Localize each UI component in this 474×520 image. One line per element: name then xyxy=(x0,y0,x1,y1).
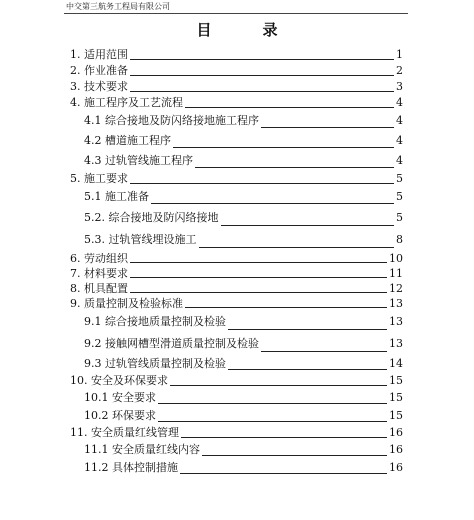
toc-entry-page-number: 12 xyxy=(389,282,403,295)
toc-entry-label: 4.3 过轨管线施工程序 xyxy=(84,151,195,171)
toc-entry[interactable] xyxy=(84,151,403,171)
toc-entry-label: 9. 质量控制及检验标准 xyxy=(70,297,183,310)
toc-entry-page-number: 11 xyxy=(389,267,403,280)
toc-entry-label: 1. 适用范围 xyxy=(70,48,128,61)
toc-entry-page-number: 4 xyxy=(394,131,403,151)
toc-entry-page-number: 5 xyxy=(394,187,403,207)
toc-entry[interactable] xyxy=(84,207,403,229)
toc-entry-label: 4.1 综合接地及防闪络接地施工程序 xyxy=(84,111,261,131)
toc-entry-page-number: 16 xyxy=(387,459,403,477)
toc-entry[interactable] xyxy=(84,229,403,251)
toc-entry-page-number: 2 xyxy=(396,64,403,77)
toc-entry-label: 8. 机具配置 xyxy=(70,282,128,295)
toc-entry-label: 7. 材料要求 xyxy=(70,267,128,280)
toc-entry-page-number: 15 xyxy=(387,407,403,425)
toc-entry-page-number: 8 xyxy=(394,229,403,251)
toc-entry-label: 9.3 过轨管线质量控制及检验 xyxy=(84,355,228,373)
toc-entry[interactable] xyxy=(70,171,403,187)
toc-entry[interactable] xyxy=(70,79,403,95)
toc-entry[interactable] xyxy=(70,425,403,441)
toc-entry-page-number: 5 xyxy=(394,207,403,229)
toc-entry-label: 2. 作业准备 xyxy=(70,64,128,77)
toc-entry-label: 5. 施工要求 xyxy=(70,172,128,185)
toc-entry-label: 10.1 安全要求 xyxy=(84,389,158,407)
toc-entry[interactable] xyxy=(70,296,403,311)
toc-entry[interactable] xyxy=(84,333,403,355)
toc-entry-page-number: 14 xyxy=(387,355,403,373)
toc-entry-label: 10.2 环保要求 xyxy=(84,407,158,425)
header-rule xyxy=(64,13,408,14)
toc-title: 目 录 xyxy=(196,21,296,39)
toc-entry-label: 10. 安全及环保要求 xyxy=(70,374,168,387)
toc-entry[interactable] xyxy=(84,131,403,151)
toc-entry[interactable] xyxy=(70,373,403,389)
toc-entry-page-number: 10 xyxy=(389,252,403,265)
toc-entry-label: 4.2 槽道施工程序 xyxy=(84,131,173,151)
toc-entry-label: 11. 安全质量红线管理 xyxy=(70,426,179,439)
toc-entry[interactable] xyxy=(84,355,403,373)
toc-entry[interactable] xyxy=(84,187,403,207)
toc-entry-page-number: 5 xyxy=(396,172,403,185)
toc-entry-page-number: 15 xyxy=(389,374,403,387)
toc-entry-page-number: 16 xyxy=(387,441,403,459)
toc-entry-page-number: 13 xyxy=(387,333,403,355)
toc-entry-label: 4. 施工程序及工艺流程 xyxy=(70,96,183,109)
toc-entry[interactable] xyxy=(70,47,403,63)
toc-entry[interactable] xyxy=(84,441,403,459)
toc-entry[interactable] xyxy=(84,389,403,407)
toc-entry-label: 3. 技术要求 xyxy=(70,80,128,93)
toc-entry-label: 5.2. 综合接地及防闪络接地 xyxy=(84,207,221,229)
toc-entry-page-number: 15 xyxy=(387,389,403,407)
toc-entry[interactable] xyxy=(70,95,403,111)
toc-entry[interactable] xyxy=(70,251,403,266)
toc-entry-page-number: 1 xyxy=(396,48,403,61)
toc-entry-page-number: 16 xyxy=(389,426,403,439)
toc-entry-page-number: 13 xyxy=(387,311,403,333)
toc-entry-page-number: 4 xyxy=(396,96,403,109)
toc-entry-page-number: 13 xyxy=(389,297,403,310)
toc-entry-label: 6. 劳动组织 xyxy=(70,252,128,265)
toc-entry-page-number: 3 xyxy=(396,80,403,93)
toc-entry-page-number: 4 xyxy=(394,151,403,171)
toc-entry-label: 5.1 施工准备 xyxy=(84,187,151,207)
toc-entry-label: 9.1 综合接地质量控制及检验 xyxy=(84,311,228,333)
toc-entry-label: 9.2 接触网槽型滑道质量控制及检验 xyxy=(84,333,261,355)
toc-entry[interactable] xyxy=(84,459,403,477)
toc-entry[interactable] xyxy=(84,407,403,425)
toc-entry-label: 11.2 具体控制措施 xyxy=(84,459,180,477)
toc-entry-page-number: 4 xyxy=(394,111,403,131)
page-header-company: 中交第三航务工程局有限公司 xyxy=(66,2,170,11)
toc-entry-label: 5.3. 过轨管线埋设施工 xyxy=(84,229,199,251)
toc-entry[interactable] xyxy=(84,111,403,131)
toc-entry[interactable] xyxy=(70,281,403,296)
toc-entry[interactable] xyxy=(84,311,403,333)
toc-entry-label: 11.1 安全质量红线内容 xyxy=(84,441,202,459)
toc-entry[interactable] xyxy=(70,266,403,281)
toc-entry[interactable] xyxy=(70,63,403,79)
toc-list xyxy=(0,47,474,477)
